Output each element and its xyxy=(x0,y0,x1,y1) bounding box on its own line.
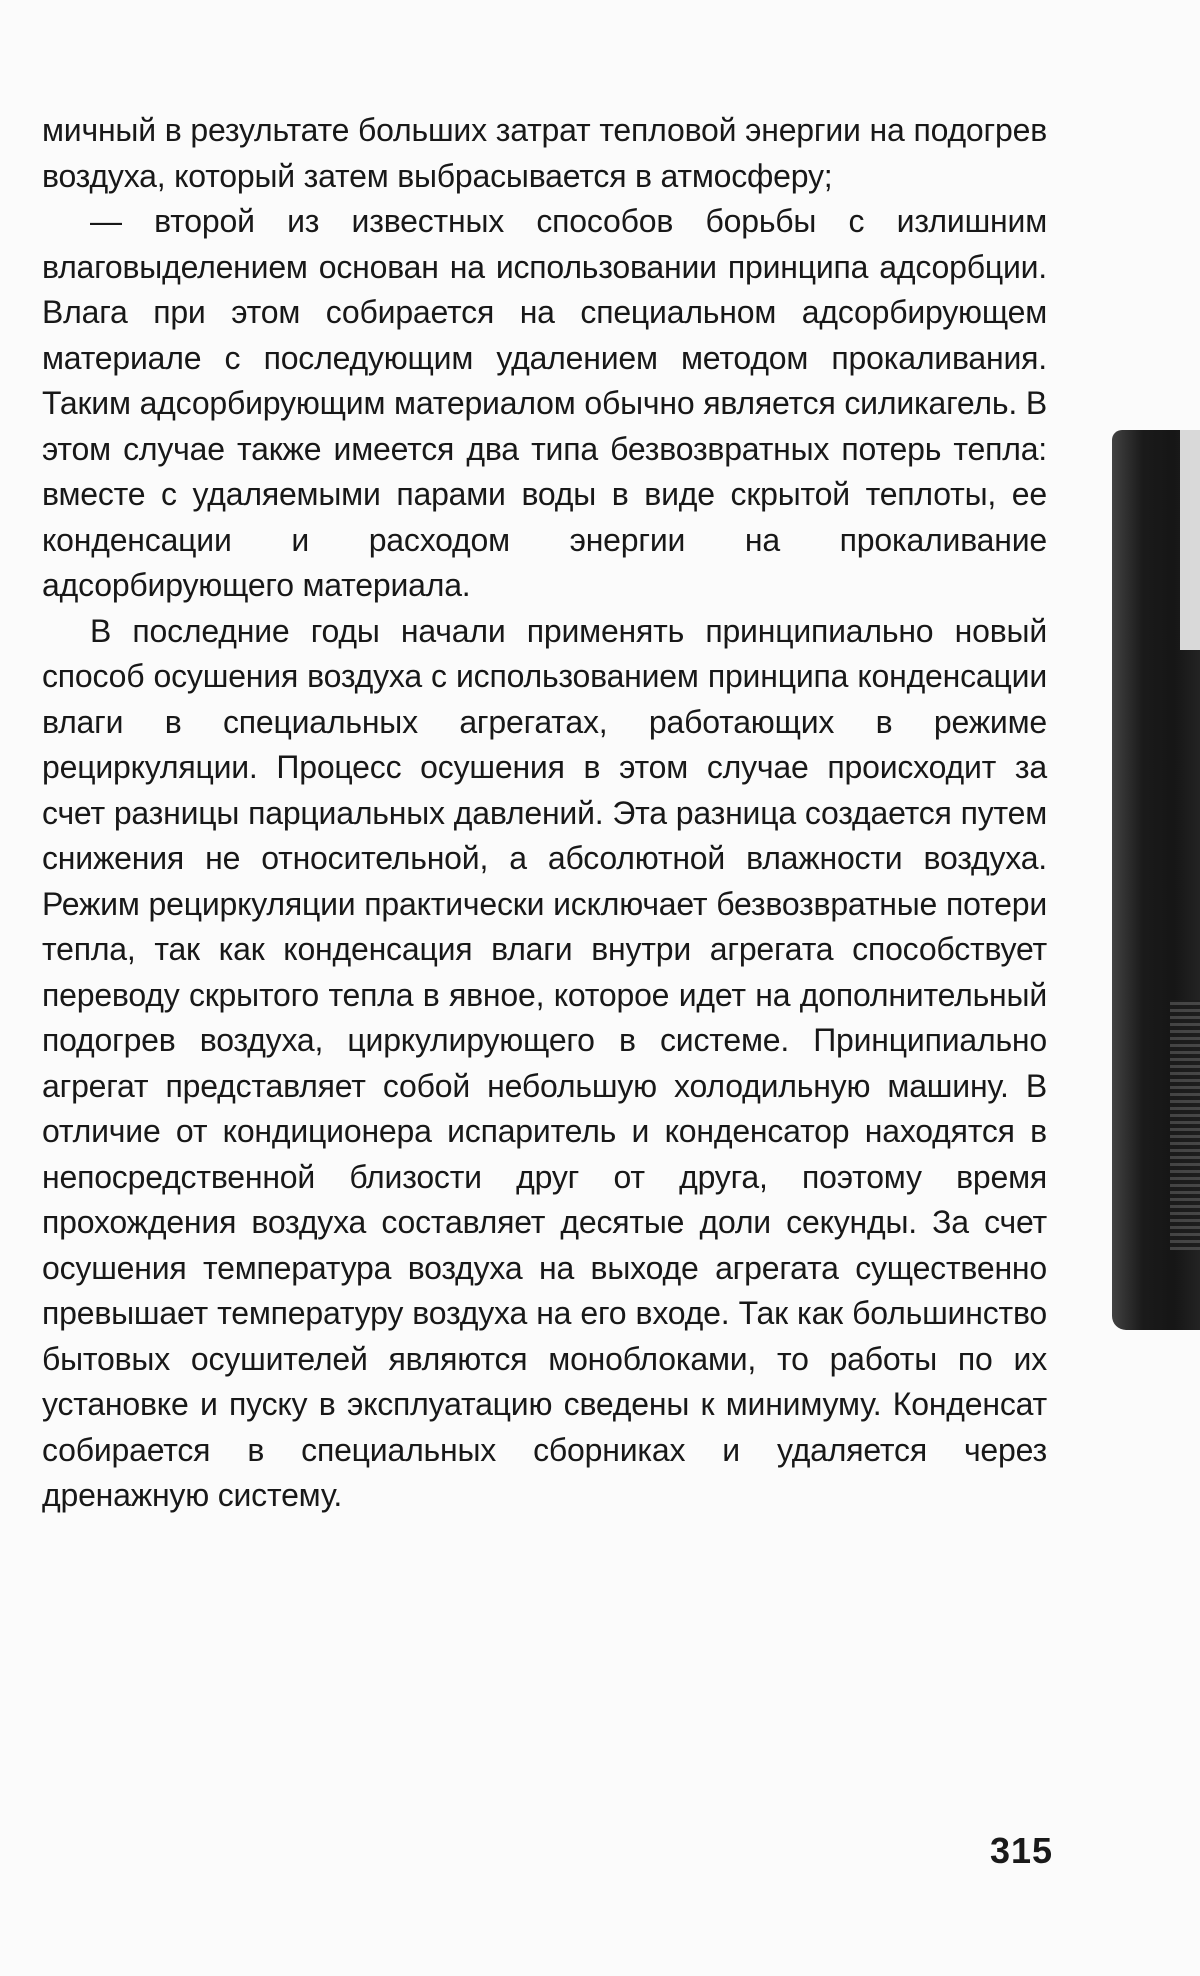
scan-edge-noise xyxy=(1170,1000,1200,1250)
paragraph-adsorption: — второй из известных способов борьбы с излишним влаговыделением основан на использовании принципа адсорбции. Влага при этом собирается на специальном адсорбирующем материале с последующим удалением методом прокаливания. Таким адсорбирующим материалом обычно является силикагель. В этом случае также имеется два типа безвозвратных потерь тепла: вместе с удаляемыми парами воды в виде скрытой теплоты, ее конденсации и расходом энергии на прокаливание адсорбирующего материала. xyxy=(42,203,1047,603)
page-number: 315 xyxy=(990,1830,1054,1871)
body-text xyxy=(42,108,1047,1519)
scan-edge-highlight xyxy=(1180,430,1200,650)
paragraph-condensation: В последние годы начали применять принципиально новый способ осушения воздуха с использованием принципа конденсации влаги в специальных агрегатах, работающих в режиме рециркуляции. Процесс осушения в этом случае происходит за счет разницы парциальных давлений. Эта разница создается путем снижения не относительной, а абсолютной влажности воздуха. Режим рециркуляции практически исключает безвозвратные потери тепла, так как конденсация влаги внутри агрегата способствует переводу скрытого тепла в явное, которое идет на дополнительный подогрев воздуха, циркулирующего в системе. Принципиально агрегат представляет собой небольшую холодильную машину. В отличие от кондиционера испаритель и конденсатор находятся в непосредственной близости друг от друга, поэтому время прохождения воздуха составляет десятые доли секунды. За счет осушения температура воздуха на выходе агрегата существенно превышает температуру воздуха на его входе. Так как большинство бытовых осушителей являются моноблоками, то работы по их установке и пуску в эксплуатацию сведены к минимуму. Конденсат собирается в специальных сборниках и удаляется через дренажную систему. xyxy=(42,612,1047,1513)
paragraph-continuation: мичный в результате больших затрат тепловой энергии на подогрев воздуха, который затем выбрасывается в атмосферу; xyxy=(42,112,1047,194)
